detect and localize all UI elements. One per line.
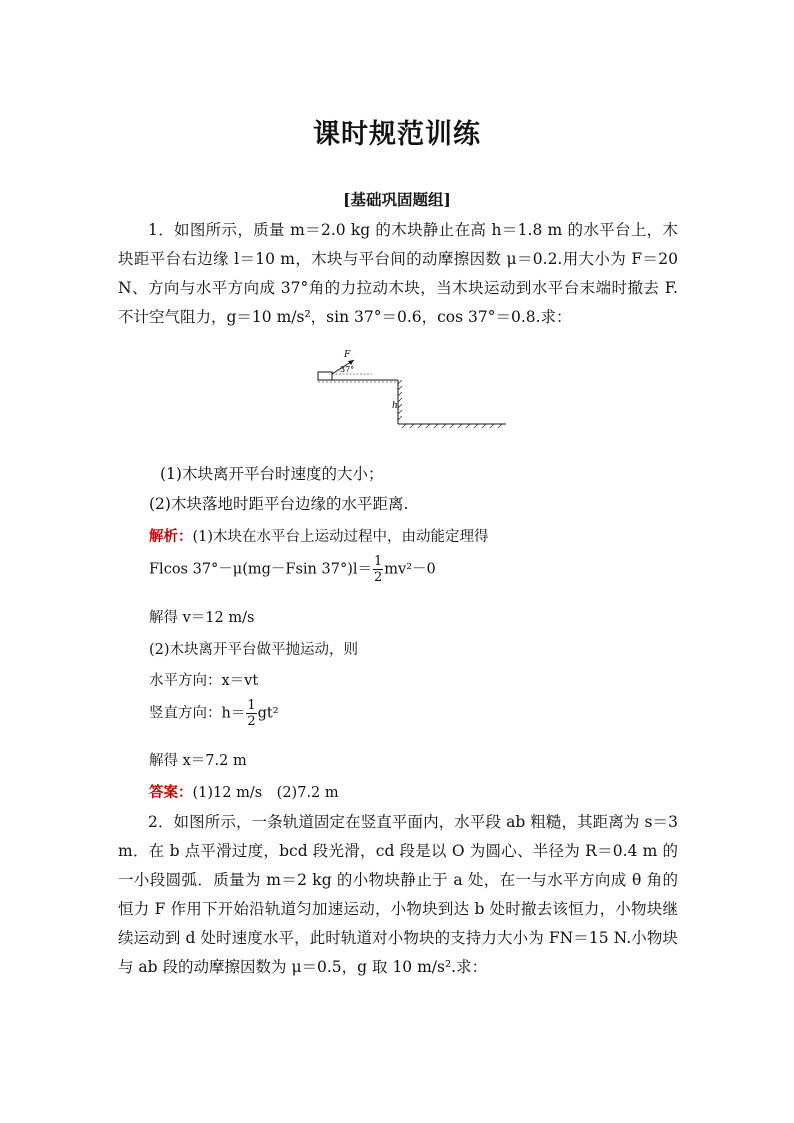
question-1-sub-1: (1)木块离开平台时速度的大小；	[160, 465, 384, 483]
page-title: 课时规范训练	[313, 119, 481, 150]
question-1-text: 1．如图所示，质量 m＝2.0 kg 的木块静止在高 h＝1.8 m 的水平台上，木块距平台右边缘 l＝10 m，木块与平台间的动摩擦因数 μ＝0.2.用大小为 F＝20 N、方向与水平方向成 37°角的力拉动木块，当木块运动到水平台末端时撤去 F.不计空气阻力，g＝10 m/s²，sin 37°＝0.6，cos 37°＝0.8.求：	[118, 221, 678, 326]
solution-line-6: 解得 x＝7.2 m	[149, 753, 247, 769]
solution-equation-2: 竖直方向：h＝ $\frac{1}{2}$ gt²	[149, 698, 279, 729]
solution-line-4: 水平方向：x＝vt	[149, 673, 259, 689]
solution-line-1: 解析：(1)木块在水平台上运动过程中，由动能定理得	[149, 528, 489, 545]
solution-line-3: (2)木块离开平台做平抛运动，则	[149, 642, 359, 658]
answer-label: 答案：	[149, 784, 193, 801]
solution-label: 解析：	[149, 528, 193, 545]
section-heading: [基础巩固题组]	[343, 190, 451, 209]
question-1-sub-2: (2)木块落地时距平台边缘的水平距离.	[149, 495, 409, 513]
question-2-text: 2．如图所示，一条轨道固定在竖直平面内，水平段 ab 粗糙，其距离为 s＝3 m．在 b 点平滑过度，bcd 段光滑，cd 段是以 O 为圆心、半径为 R＝0.4 m 的一小段圆弧．质量为 m＝2 kg 的小物块静止于 a 处，在一与水平方向成 θ 角的恒力 F 作用下开始沿轨道匀加速运动，小物块到达 b 处时撤去该恒力，小物块继续运动到 d 处时速度水平，此时轨道对小物块的支持力大小为 FN＝15 N.小物块与 ab 段的动摩擦因数为 μ＝0.5，g 取 10 m/s².求：	[118, 813, 678, 976]
height-label: h	[392, 401, 398, 411]
question-1-figure	[312, 346, 512, 436]
force-label: F	[344, 350, 351, 360]
solution-equation-1: Flcos 37°－μ(mg－Fsin 37°)l＝ $\frac{1}{2}$ mv²－0	[149, 554, 436, 585]
fraction: $\frac{1}{2}$	[374, 554, 383, 585]
solution-line-2: 解得 v＝12 m/s	[149, 610, 255, 626]
angle-label: 37°	[340, 365, 355, 374]
answer-line: 答案：(1)12 m/s (2)7.2 m	[149, 784, 339, 801]
fraction: $\frac{1}{2}$	[247, 698, 256, 729]
wood-block	[318, 372, 332, 380]
